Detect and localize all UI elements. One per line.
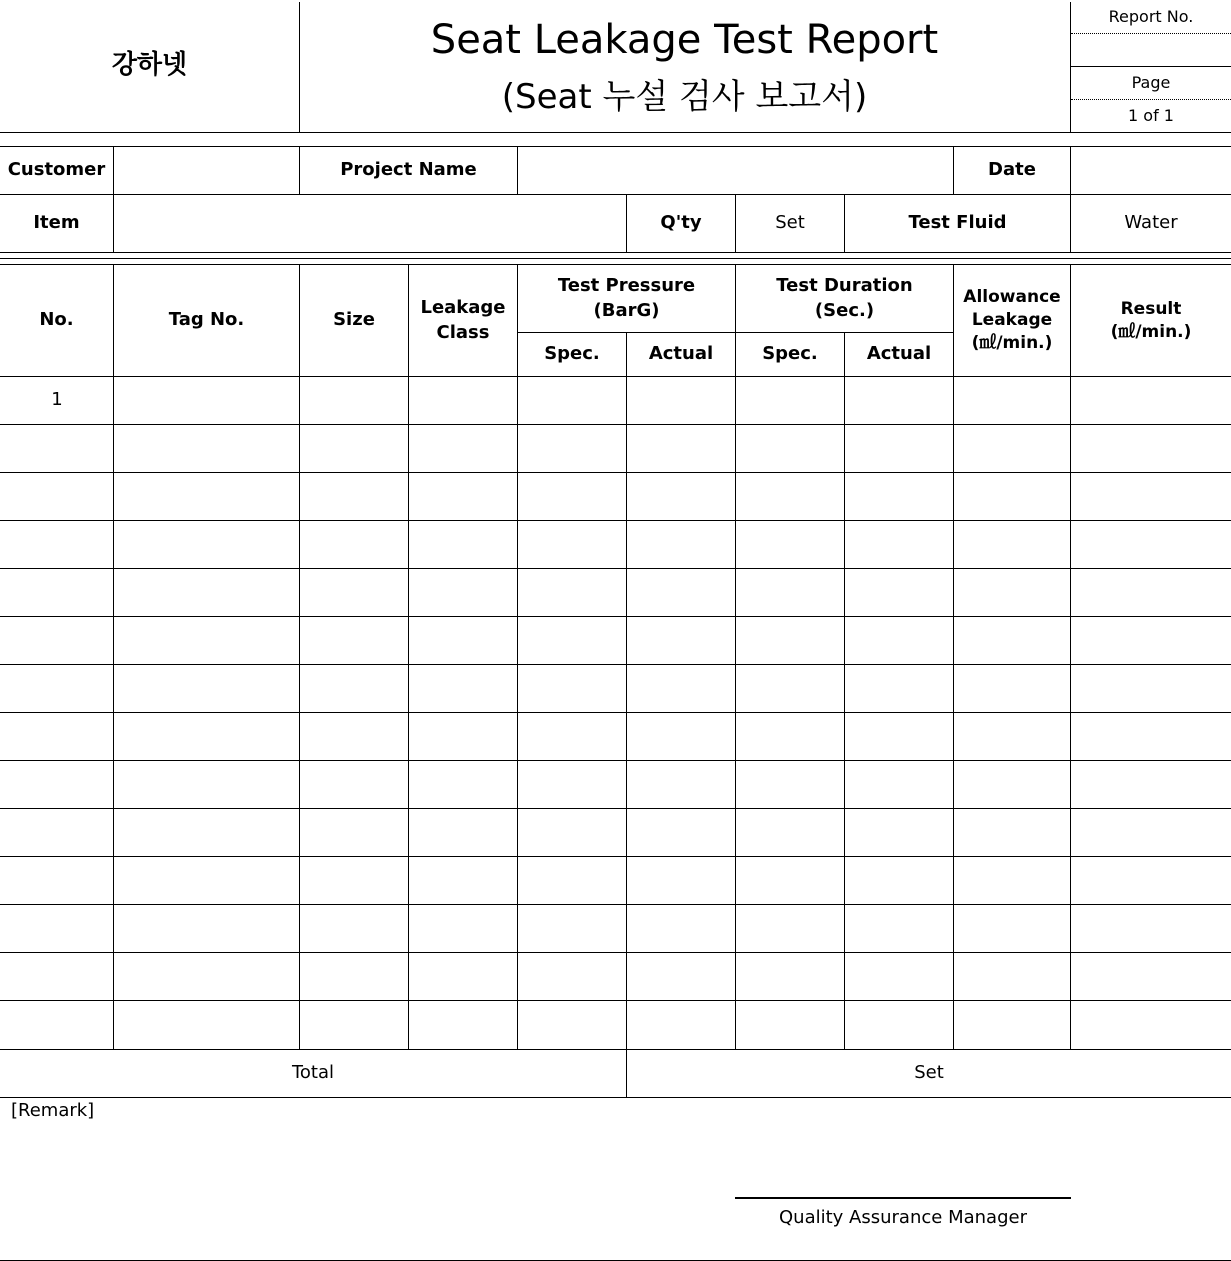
cell-duration-actual[interactable] [845, 377, 953, 424]
cell-pressure-spec[interactable] [518, 761, 626, 808]
cell-leakage-class[interactable] [409, 857, 517, 904]
cell-tag-no[interactable] [114, 425, 299, 472]
qty-label: Q'ty [660, 212, 702, 234]
cell-result[interactable] [1071, 953, 1231, 1000]
cell-result[interactable] [1071, 905, 1231, 952]
cell-no[interactable] [1, 569, 113, 616]
cell-no[interactable] [1, 713, 113, 760]
cell-tag-no[interactable] [114, 857, 299, 904]
report-title: Seat Leakage Test Report [430, 17, 939, 63]
cell-size[interactable] [300, 521, 408, 568]
cell-pressure-actual[interactable] [627, 713, 735, 760]
cell-duration-spec[interactable] [736, 953, 844, 1000]
cell-no[interactable] [1, 953, 113, 1000]
cell-no[interactable] [1, 617, 113, 664]
test-fluid-label: Test Fluid [908, 212, 1007, 234]
col-test-duration: Test Duration (Sec.) [776, 275, 913, 321]
cell-tag-no[interactable] [114, 1001, 299, 1048]
cell-result[interactable] [1071, 713, 1231, 760]
cell-tag-no[interactable] [114, 473, 299, 520]
cell-result[interactable] [1071, 617, 1231, 664]
cell-duration-spec[interactable] [736, 521, 844, 568]
cell-tag-no[interactable] [114, 953, 299, 1000]
signature-line [735, 1197, 1071, 1199]
cell-duration-actual[interactable] [845, 665, 953, 712]
cell-duration-spec[interactable] [736, 425, 844, 472]
cell-pressure-spec[interactable] [518, 809, 626, 856]
cell-leakage-class[interactable] [409, 1001, 517, 1048]
cell-pressure-actual[interactable] [627, 1001, 735, 1048]
cell-allowance[interactable] [954, 905, 1070, 952]
col-duration-actual: Actual [866, 343, 932, 365]
cell-pressure-spec[interactable] [518, 617, 626, 664]
col-pressure-actual: Actual [648, 343, 714, 365]
cell-size[interactable] [300, 953, 408, 1000]
cell-pressure-actual[interactable] [627, 473, 735, 520]
cell-result[interactable] [1071, 857, 1231, 904]
cell-pressure-actual[interactable] [627, 857, 735, 904]
cell-pressure-spec[interactable] [518, 953, 626, 1000]
cell-pressure-spec[interactable] [518, 569, 626, 616]
cell-allowance[interactable] [954, 1001, 1070, 1048]
item-label: Item [33, 212, 80, 234]
cell-no[interactable] [1, 521, 113, 568]
cell-size[interactable] [300, 713, 408, 760]
cell-size[interactable] [300, 905, 408, 952]
report-subtitle: (Seat 누설 검사 보고서) [501, 77, 868, 118]
remark-label: [Remark] [11, 1100, 95, 1121]
cell-pressure-actual[interactable] [627, 953, 735, 1000]
col-pressure-spec: Spec. [544, 343, 600, 365]
col-test-pressure: Test Pressure (BarG) [557, 275, 696, 321]
cell-pressure-actual[interactable] [627, 569, 735, 616]
cell-no[interactable] [1, 425, 113, 472]
page-label: Page [1131, 73, 1171, 93]
col-allowance-leakage: Allowance Leakage (㎖/min.) [963, 287, 1061, 353]
cell-result[interactable] [1071, 473, 1231, 520]
cell-leakage-class[interactable] [409, 521, 517, 568]
cell-pressure-actual[interactable] [627, 617, 735, 664]
col-leakage-class: Leakage Class [420, 297, 506, 343]
cell-pressure-actual[interactable] [627, 521, 735, 568]
cell-result[interactable] [1071, 761, 1231, 808]
cell-duration-actual[interactable] [845, 761, 953, 808]
cell-duration-spec[interactable] [736, 569, 844, 616]
cell-tag-no[interactable] [114, 665, 299, 712]
cell-result[interactable] [1071, 521, 1231, 568]
cell-duration-spec[interactable] [736, 665, 844, 712]
total-label: Total [291, 1062, 335, 1084]
cell-duration-actual[interactable] [845, 521, 953, 568]
report-no-label: Report No. [1108, 7, 1194, 27]
cell-allowance[interactable] [954, 377, 1070, 424]
cell-no[interactable] [1, 1001, 113, 1048]
cell-leakage-class[interactable] [409, 473, 517, 520]
cell-pressure-spec[interactable] [518, 857, 626, 904]
cell-pressure-spec[interactable] [518, 713, 626, 760]
project-name-field[interactable] [518, 147, 953, 194]
total-set[interactable]: Set [914, 1062, 944, 1084]
cell-size[interactable] [300, 665, 408, 712]
cell-leakage-class[interactable] [409, 953, 517, 1000]
report-no-field[interactable] [1071, 34, 1231, 66]
cell-leakage-class[interactable] [409, 761, 517, 808]
cell-no[interactable]: 1 [51, 389, 63, 411]
cell-size[interactable] [300, 761, 408, 808]
customer-label: Customer [7, 159, 106, 181]
cell-duration-actual[interactable] [845, 569, 953, 616]
cell-size[interactable] [300, 617, 408, 664]
cell-duration-spec[interactable] [736, 809, 844, 856]
cell-pressure-spec[interactable] [518, 425, 626, 472]
cell-pressure-spec[interactable] [518, 905, 626, 952]
cell-duration-actual[interactable] [845, 1001, 953, 1048]
cell-allowance[interactable] [954, 425, 1070, 472]
cell-allowance[interactable] [954, 617, 1070, 664]
col-no: No. [39, 309, 74, 331]
cell-result[interactable] [1071, 665, 1231, 712]
cell-pressure-spec[interactable] [518, 377, 626, 424]
cell-duration-actual[interactable] [845, 857, 953, 904]
cell-allowance[interactable] [954, 569, 1070, 616]
cell-leakage-class[interactable] [409, 569, 517, 616]
date-label: Date [988, 159, 1036, 181]
cell-size[interactable] [300, 425, 408, 472]
cell-result[interactable] [1071, 425, 1231, 472]
cell-duration-spec[interactable] [736, 905, 844, 952]
cell-tag-no[interactable] [114, 377, 299, 424]
cell-tag-no[interactable] [114, 521, 299, 568]
test-fluid-value[interactable]: Water [1124, 212, 1178, 234]
cell-duration-actual[interactable] [845, 713, 953, 760]
cell-size[interactable] [300, 857, 408, 904]
cell-no[interactable] [1, 761, 113, 808]
qty-unit[interactable]: Set [775, 212, 805, 234]
remark-field[interactable] [11, 1126, 711, 1186]
cell-duration-spec[interactable] [736, 713, 844, 760]
cell-pressure-actual[interactable] [627, 761, 735, 808]
col-result: Result (㎖/min.) [1110, 298, 1192, 342]
page-number: 1 of 1 [1128, 106, 1174, 126]
cell-leakage-class[interactable] [409, 809, 517, 856]
cell-duration-actual[interactable] [845, 617, 953, 664]
cell-no[interactable] [1, 905, 113, 952]
cell-tag-no[interactable] [114, 713, 299, 760]
cell-leakage-class[interactable] [409, 905, 517, 952]
item-field[interactable] [114, 195, 626, 252]
project-name-label: Project Name [340, 159, 477, 181]
cell-leakage-class[interactable] [409, 617, 517, 664]
col-duration-spec: Spec. [762, 343, 818, 365]
cell-size[interactable] [300, 809, 408, 856]
cell-duration-spec[interactable] [736, 377, 844, 424]
cell-pressure-actual[interactable] [627, 665, 735, 712]
cell-no[interactable] [1, 857, 113, 904]
cell-allowance[interactable] [954, 473, 1070, 520]
cell-size[interactable] [300, 377, 408, 424]
cell-no[interactable] [1, 809, 113, 856]
company-name: 강하넷 [111, 50, 188, 81]
cell-duration-spec[interactable] [736, 1001, 844, 1048]
cell-allowance[interactable] [954, 761, 1070, 808]
cell-tag-no[interactable] [114, 905, 299, 952]
cell-duration-spec[interactable] [736, 761, 844, 808]
cell-pressure-actual[interactable] [627, 809, 735, 856]
cell-duration-actual[interactable] [845, 809, 953, 856]
cell-tag-no[interactable] [114, 617, 299, 664]
customer-field[interactable] [114, 147, 299, 194]
cell-result[interactable] [1071, 569, 1231, 616]
cell-duration-spec[interactable] [736, 473, 844, 520]
cell-leakage-class[interactable] [409, 377, 517, 424]
cell-pressure-actual[interactable] [627, 377, 735, 424]
cell-size[interactable] [300, 1001, 408, 1048]
cell-duration-actual[interactable] [845, 473, 953, 520]
cell-tag-no[interactable] [114, 761, 299, 808]
col-tag-no: Tag No. [168, 309, 245, 331]
cell-duration-spec[interactable] [736, 857, 844, 904]
cell-pressure-spec[interactable] [518, 473, 626, 520]
cell-leakage-class[interactable] [409, 665, 517, 712]
cell-allowance[interactable] [954, 857, 1070, 904]
cell-pressure-actual[interactable] [627, 905, 735, 952]
cell-duration-actual[interactable] [845, 905, 953, 952]
cell-allowance[interactable] [954, 953, 1070, 1000]
date-field[interactable] [1071, 147, 1231, 194]
cell-size[interactable] [300, 473, 408, 520]
cell-pressure-spec[interactable] [518, 1001, 626, 1048]
cell-result[interactable] [1071, 809, 1231, 856]
cell-duration-spec[interactable] [736, 617, 844, 664]
signature-label: Quality Assurance Manager [779, 1206, 1027, 1228]
cell-leakage-class[interactable] [409, 713, 517, 760]
cell-pressure-spec[interactable] [518, 521, 626, 568]
cell-result[interactable] [1071, 377, 1231, 424]
cell-pressure-actual[interactable] [627, 425, 735, 472]
cell-size[interactable] [300, 569, 408, 616]
cell-no[interactable] [1, 665, 113, 712]
cell-allowance[interactable] [954, 521, 1070, 568]
cell-allowance[interactable] [954, 809, 1070, 856]
cell-allowance[interactable] [954, 665, 1070, 712]
cell-duration-actual[interactable] [845, 425, 953, 472]
cell-tag-no[interactable] [114, 569, 299, 616]
cell-result[interactable] [1071, 1001, 1231, 1048]
cell-tag-no[interactable] [114, 809, 299, 856]
cell-no[interactable] [1, 473, 113, 520]
cell-duration-actual[interactable] [845, 953, 953, 1000]
cell-leakage-class[interactable] [409, 425, 517, 472]
cell-pressure-spec[interactable] [518, 665, 626, 712]
cell-allowance[interactable] [954, 713, 1070, 760]
col-size: Size [333, 309, 375, 331]
